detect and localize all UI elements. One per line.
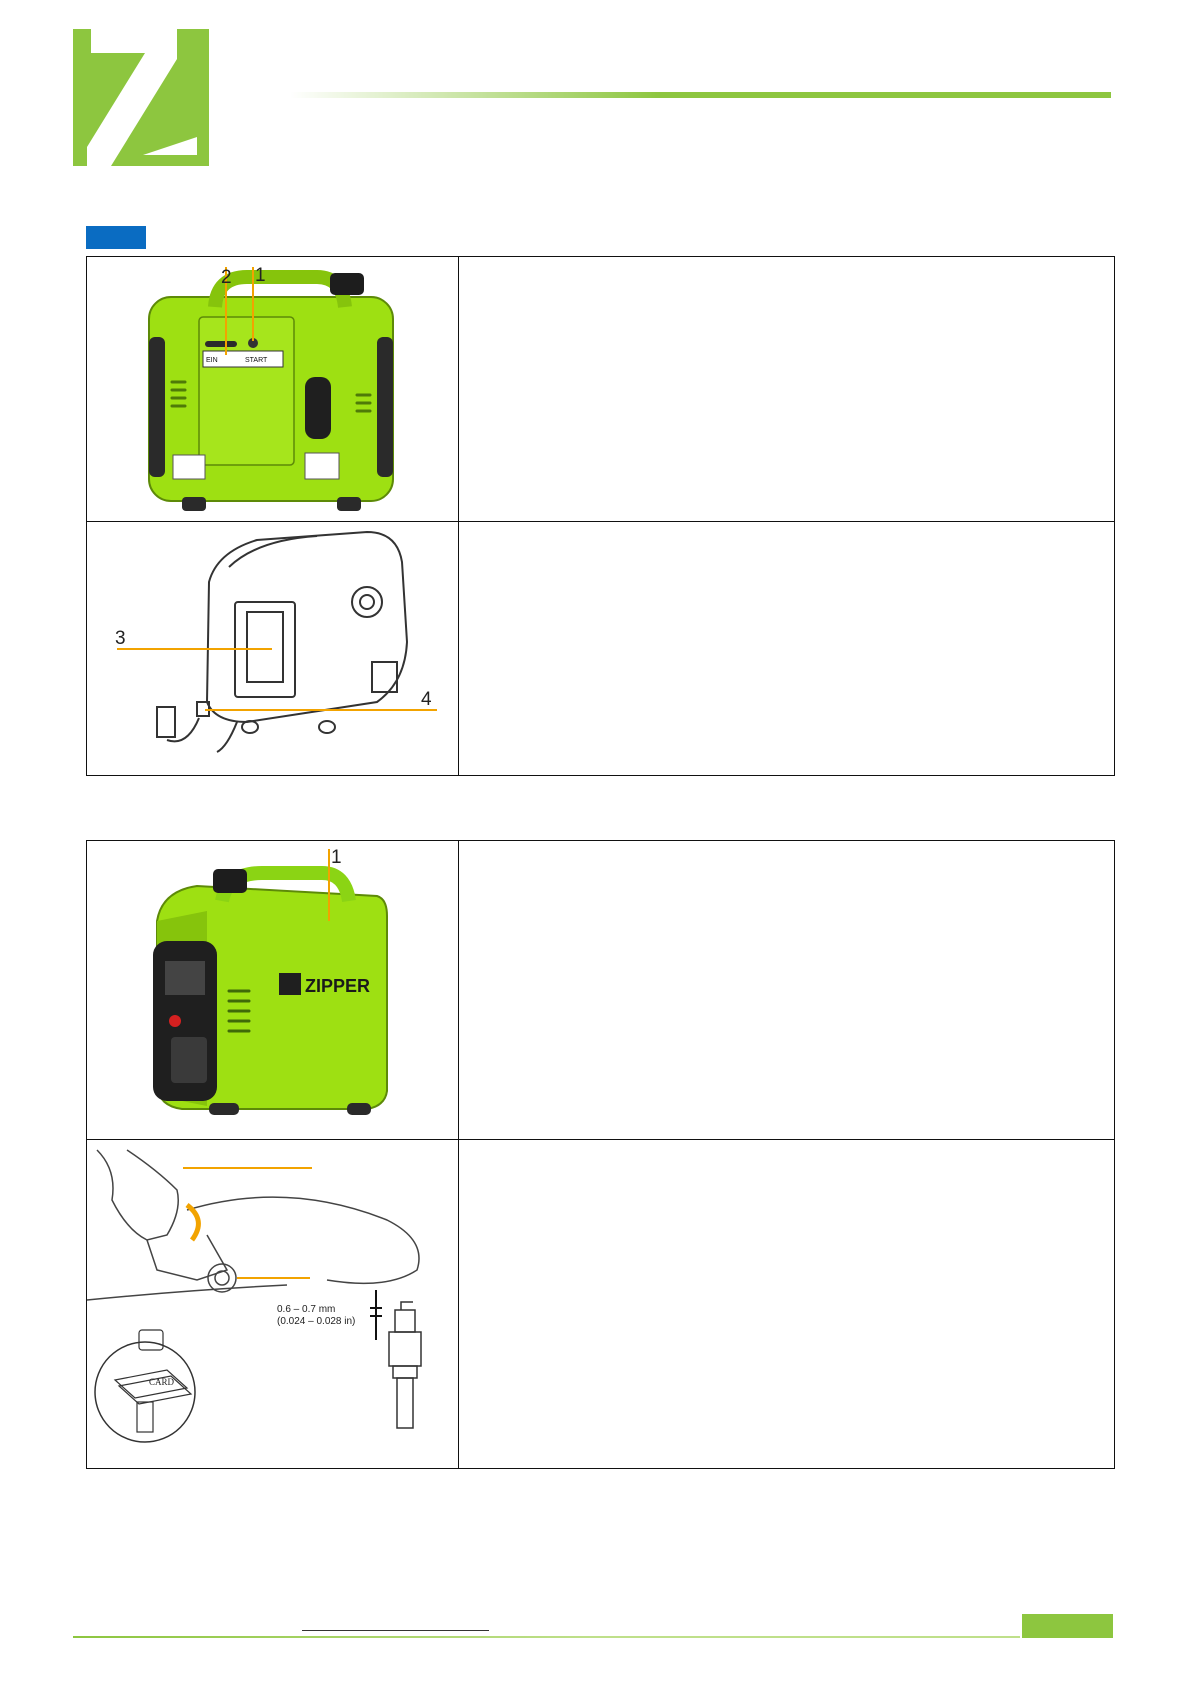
callout-1: 1: [255, 265, 266, 286]
table-row: [87, 522, 1115, 776]
text-cell: [459, 841, 1115, 1140]
footer-rule-right: [590, 1636, 1020, 1638]
text-cell: [459, 257, 1115, 522]
footer-link-underline: [302, 1630, 489, 1631]
zipper-logo: [73, 29, 209, 166]
header-rule: [290, 92, 1111, 98]
panel-label-start: START: [245, 357, 268, 364]
generator-front-figure: [87, 841, 458, 1139]
gap-spec-in: (0.024 – 0.028 in): [277, 1316, 356, 1327]
gap-spec-mm: 0.6 – 0.7 mm: [277, 1304, 336, 1315]
figure-cell: [87, 522, 459, 776]
table-row: [87, 1140, 1115, 1469]
callout-3: 3: [115, 628, 126, 649]
manual-table-1: [86, 256, 1115, 776]
callout-4: 4: [421, 689, 432, 710]
spark-plug-figure: [87, 1140, 458, 1468]
card-label: CARD: [149, 1377, 175, 1387]
text-cell: [459, 522, 1115, 776]
section-tag: [86, 226, 146, 249]
generator-rear-figure: [87, 257, 458, 521]
text-cell: [459, 1140, 1115, 1469]
page-number-tab: [1022, 1614, 1113, 1638]
table-row: [87, 257, 1115, 522]
table-row: [87, 841, 1115, 1140]
figure-cell: [87, 257, 459, 522]
footer-rule: [73, 1636, 593, 1638]
brand-text: ZIPPER: [305, 976, 371, 996]
panel-label-ein: EIN: [206, 357, 218, 364]
manual-table-2: [86, 840, 1115, 1469]
figure-cell: [87, 841, 459, 1140]
callout-2: 2: [221, 267, 232, 288]
figure-cell: [87, 1140, 459, 1469]
generator-line-drawing: [87, 522, 458, 775]
callout-1: 1: [331, 847, 342, 868]
